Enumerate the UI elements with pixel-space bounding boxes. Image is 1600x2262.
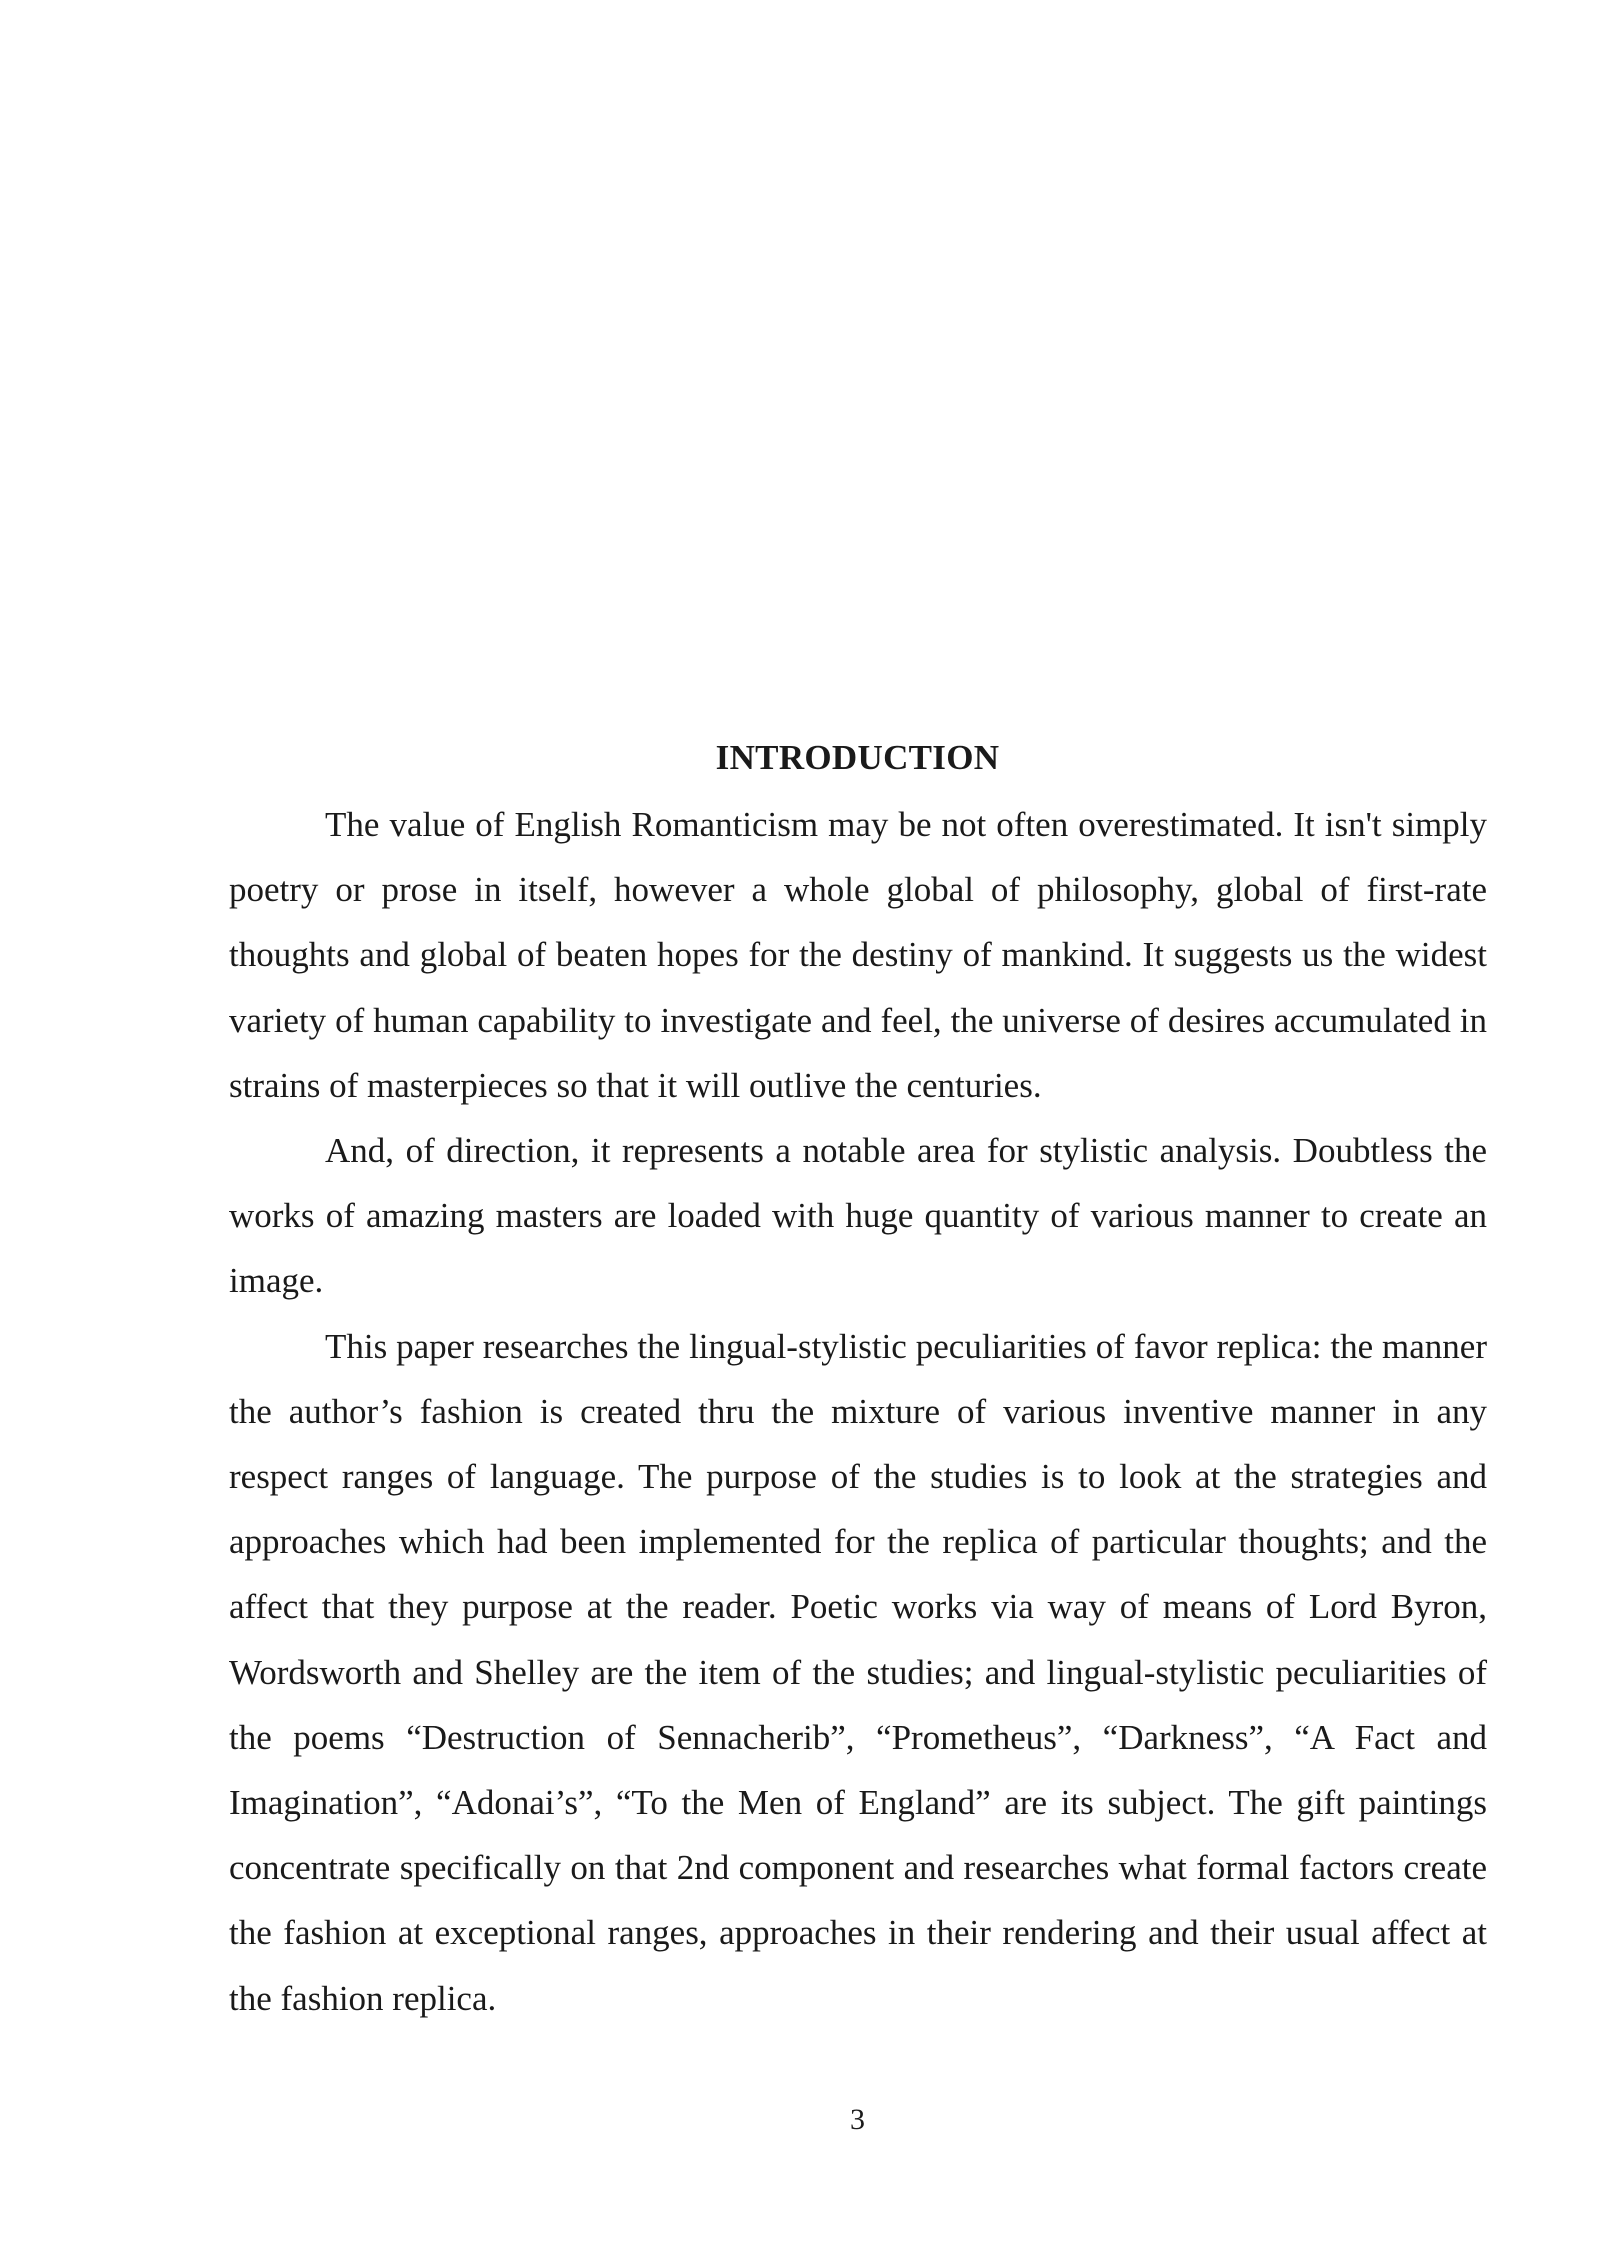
- body-text: [229, 792, 1487, 2031]
- section-heading: INTRODUCTION: [715, 738, 1000, 777]
- paragraph: This paper researches the lingual-stylistic peculiarities of favor replica: the manner the author’s fashion is created thru the mixture of various inventive manner in any respect ranges of language. The purpose of the studies is to look at the strategies and approaches which had been implemented for the replica of particular thoughts; and the affect that they purpose at the reader. Poetic works via way of means of Lord Byron, Wordsworth and Shelley are the item of the studies; and lingual-stylistic peculiarities of the poems “Destruction of Sennacherib”, “Prometheus”, “Darkness”, “A Fact and Imagination”, “Adonai’s”, “To the Men of England” are its subject. The gift paintings concentrate specifically on that 2nd component and researches what formal factors create the fashion at exceptional ranges, approaches in their rendering and their usual affect at the fashion replica.: [229, 1326, 1487, 2018]
- paragraph: The value of English Romanticism may be not often overestimated. It isn't simply poetry or prose in itself, however a whole global of philosophy, global of first-rate thoughts and global of beaten hopes for the destiny of mankind. It suggests us the widest variety of human capability to investigate and feel, the universe of desires accumulated in strains of masterpieces so that it will outlive the centuries.: [229, 805, 1487, 1105]
- page-number: 3: [850, 2103, 865, 2136]
- paragraph: And, of direction, it represents a notable area for stylistic analysis. Doubtless the works of amazing masters are loaded with huge quantity of various manner to create an image.: [229, 1131, 1487, 1301]
